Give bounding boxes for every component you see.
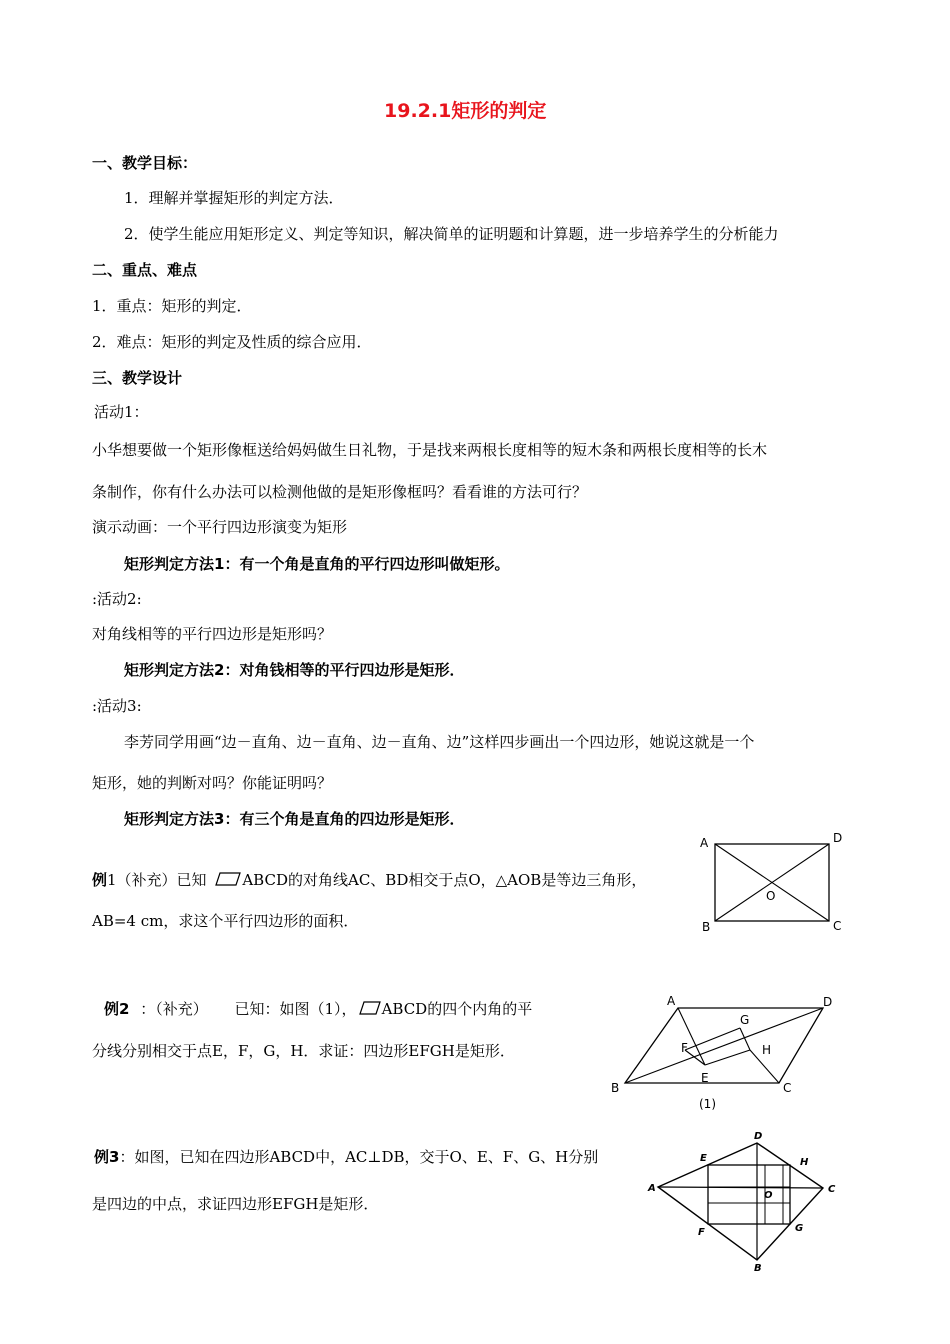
fig2-label-f: F xyxy=(681,1041,688,1055)
design-heading: 三、教学设计 xyxy=(92,369,183,387)
fig2-label-a: A xyxy=(667,994,676,1008)
example-3-line1 xyxy=(94,1148,598,1166)
example-2-text-b: 已知：如图（1）， xyxy=(234,1000,357,1018)
fig2-label-g: G xyxy=(740,1013,750,1027)
activity-2-label: :活动2: xyxy=(92,590,142,608)
fig2-label-c: C xyxy=(783,1081,792,1095)
fig3-label-a: A xyxy=(648,1183,656,1194)
example-2-line2: 分线分别相交于点E，F，G，H．求证：四边形EFGH是矩形． xyxy=(92,1042,515,1060)
parallelogram-icon xyxy=(359,1001,381,1015)
goals-heading: 一、教学目标： xyxy=(92,154,198,172)
fig1-label-c: C xyxy=(833,919,842,933)
key-point-1: 1．重点：矩形的判定． xyxy=(92,297,252,315)
fig2-label-b: B xyxy=(611,1081,620,1095)
example-2-line1 xyxy=(104,1000,532,1018)
method-1: 矩形判定方法1：有一个角是直角的平行四边形叫做矩形。 xyxy=(124,555,510,573)
example-1-text-a: 1（补充）已知 xyxy=(107,871,207,889)
fig3-label-c: C xyxy=(828,1184,836,1195)
key-heading: 二、重点、难点 xyxy=(92,261,198,279)
activity-3-text-line1: 李芳同学用画“边－直角、边－直角、边－直角、边”这样四步画出一个四边形，她说这就是一个 xyxy=(124,733,755,751)
fig1-label-b: B xyxy=(702,920,711,934)
fig3-label-g: G xyxy=(795,1223,804,1234)
fig2-label-e: E xyxy=(701,1071,709,1085)
example-3-figure xyxy=(645,1125,845,1275)
parallelogram-icon xyxy=(215,872,241,886)
method-2: 矩形判定方法2：对角钱相等的平行四边形是矩形． xyxy=(124,661,465,679)
method-3: 矩形判定方法3：有三个角是直角的四边形是矩形． xyxy=(124,810,465,828)
fig1-label-o: O xyxy=(766,889,776,903)
fig1-label-d: D xyxy=(833,831,843,845)
activity-1-text-line1: 小华想要做一个矩形像框送给妈妈做生日礼物，于是找来两根长度相等的短木条和两根长度相等的长木 xyxy=(92,441,768,459)
goal-item-2: 2．使学生能应用矩形定义、判定等知识，解决简单的证明题和计算题，进一步培养学生的分析能力 xyxy=(124,225,779,243)
goal-item-1: 1．理解并掌握矩形的判定方法． xyxy=(124,189,344,207)
fig3-label-b: B xyxy=(754,1263,762,1274)
fig3-label-f: F xyxy=(698,1227,705,1238)
example-1-line1 xyxy=(92,871,646,889)
example-2-text-a: ：（补充） xyxy=(140,1000,208,1018)
fig2-caption: (1) xyxy=(699,1097,716,1111)
fig3-label-e: E xyxy=(700,1153,707,1164)
activity-3-label: :活动3: xyxy=(92,697,142,715)
example-3-label: 例3 xyxy=(94,1148,120,1166)
fig3-label-d: D xyxy=(754,1131,763,1142)
example-3-text-a: ：如图，已知在四边形ABCD中，AC⊥DB，交于O、E、F、G、H分别 xyxy=(119,1148,599,1166)
activity-1-text-line2: 条制作，你有什么办法可以检测他做的是矩形像框吗？看看谁的方法可行？ xyxy=(92,483,588,501)
key-point-2: 2．难点：矩形的判定及性质的综合应用． xyxy=(92,333,372,351)
example-3-line2: 是四边的中点，求证四边形EFGH是矩形． xyxy=(92,1195,379,1213)
example-1-label: 例 xyxy=(92,871,108,889)
example-2-figure xyxy=(605,990,845,1115)
activity-1-demo: 演示动画：一个平行四边形演变为矩形 xyxy=(92,518,348,536)
activity-1-label: 活动1： xyxy=(94,403,149,421)
activity-3-text-line2: 矩形，她的判断对吗？你能证明吗？ xyxy=(92,774,333,792)
example-2-text-c: ABCD的四个内角的平 xyxy=(381,1000,533,1018)
example-1-figure xyxy=(695,828,855,938)
example-1-line2: AB=4 cm，求这个平行四边形的面积． xyxy=(92,912,359,930)
fig3-label-h: H xyxy=(800,1157,809,1168)
activity-2-question: 对角线相等的平行四边形是矩形吗？ xyxy=(92,625,333,643)
example-1-text-b: ABCD的对角线AC、BD相交于点O，△AOB是等边三角形， xyxy=(242,871,647,889)
fig2-label-h: H xyxy=(762,1043,772,1057)
fig2-label-d: D xyxy=(823,995,833,1009)
fig3-label-o: O xyxy=(764,1190,773,1201)
example-2-label: 例2 xyxy=(104,1000,130,1018)
fig1-label-a: A xyxy=(700,836,709,850)
page-title: 19.2.1矩形的判定 xyxy=(384,100,547,122)
